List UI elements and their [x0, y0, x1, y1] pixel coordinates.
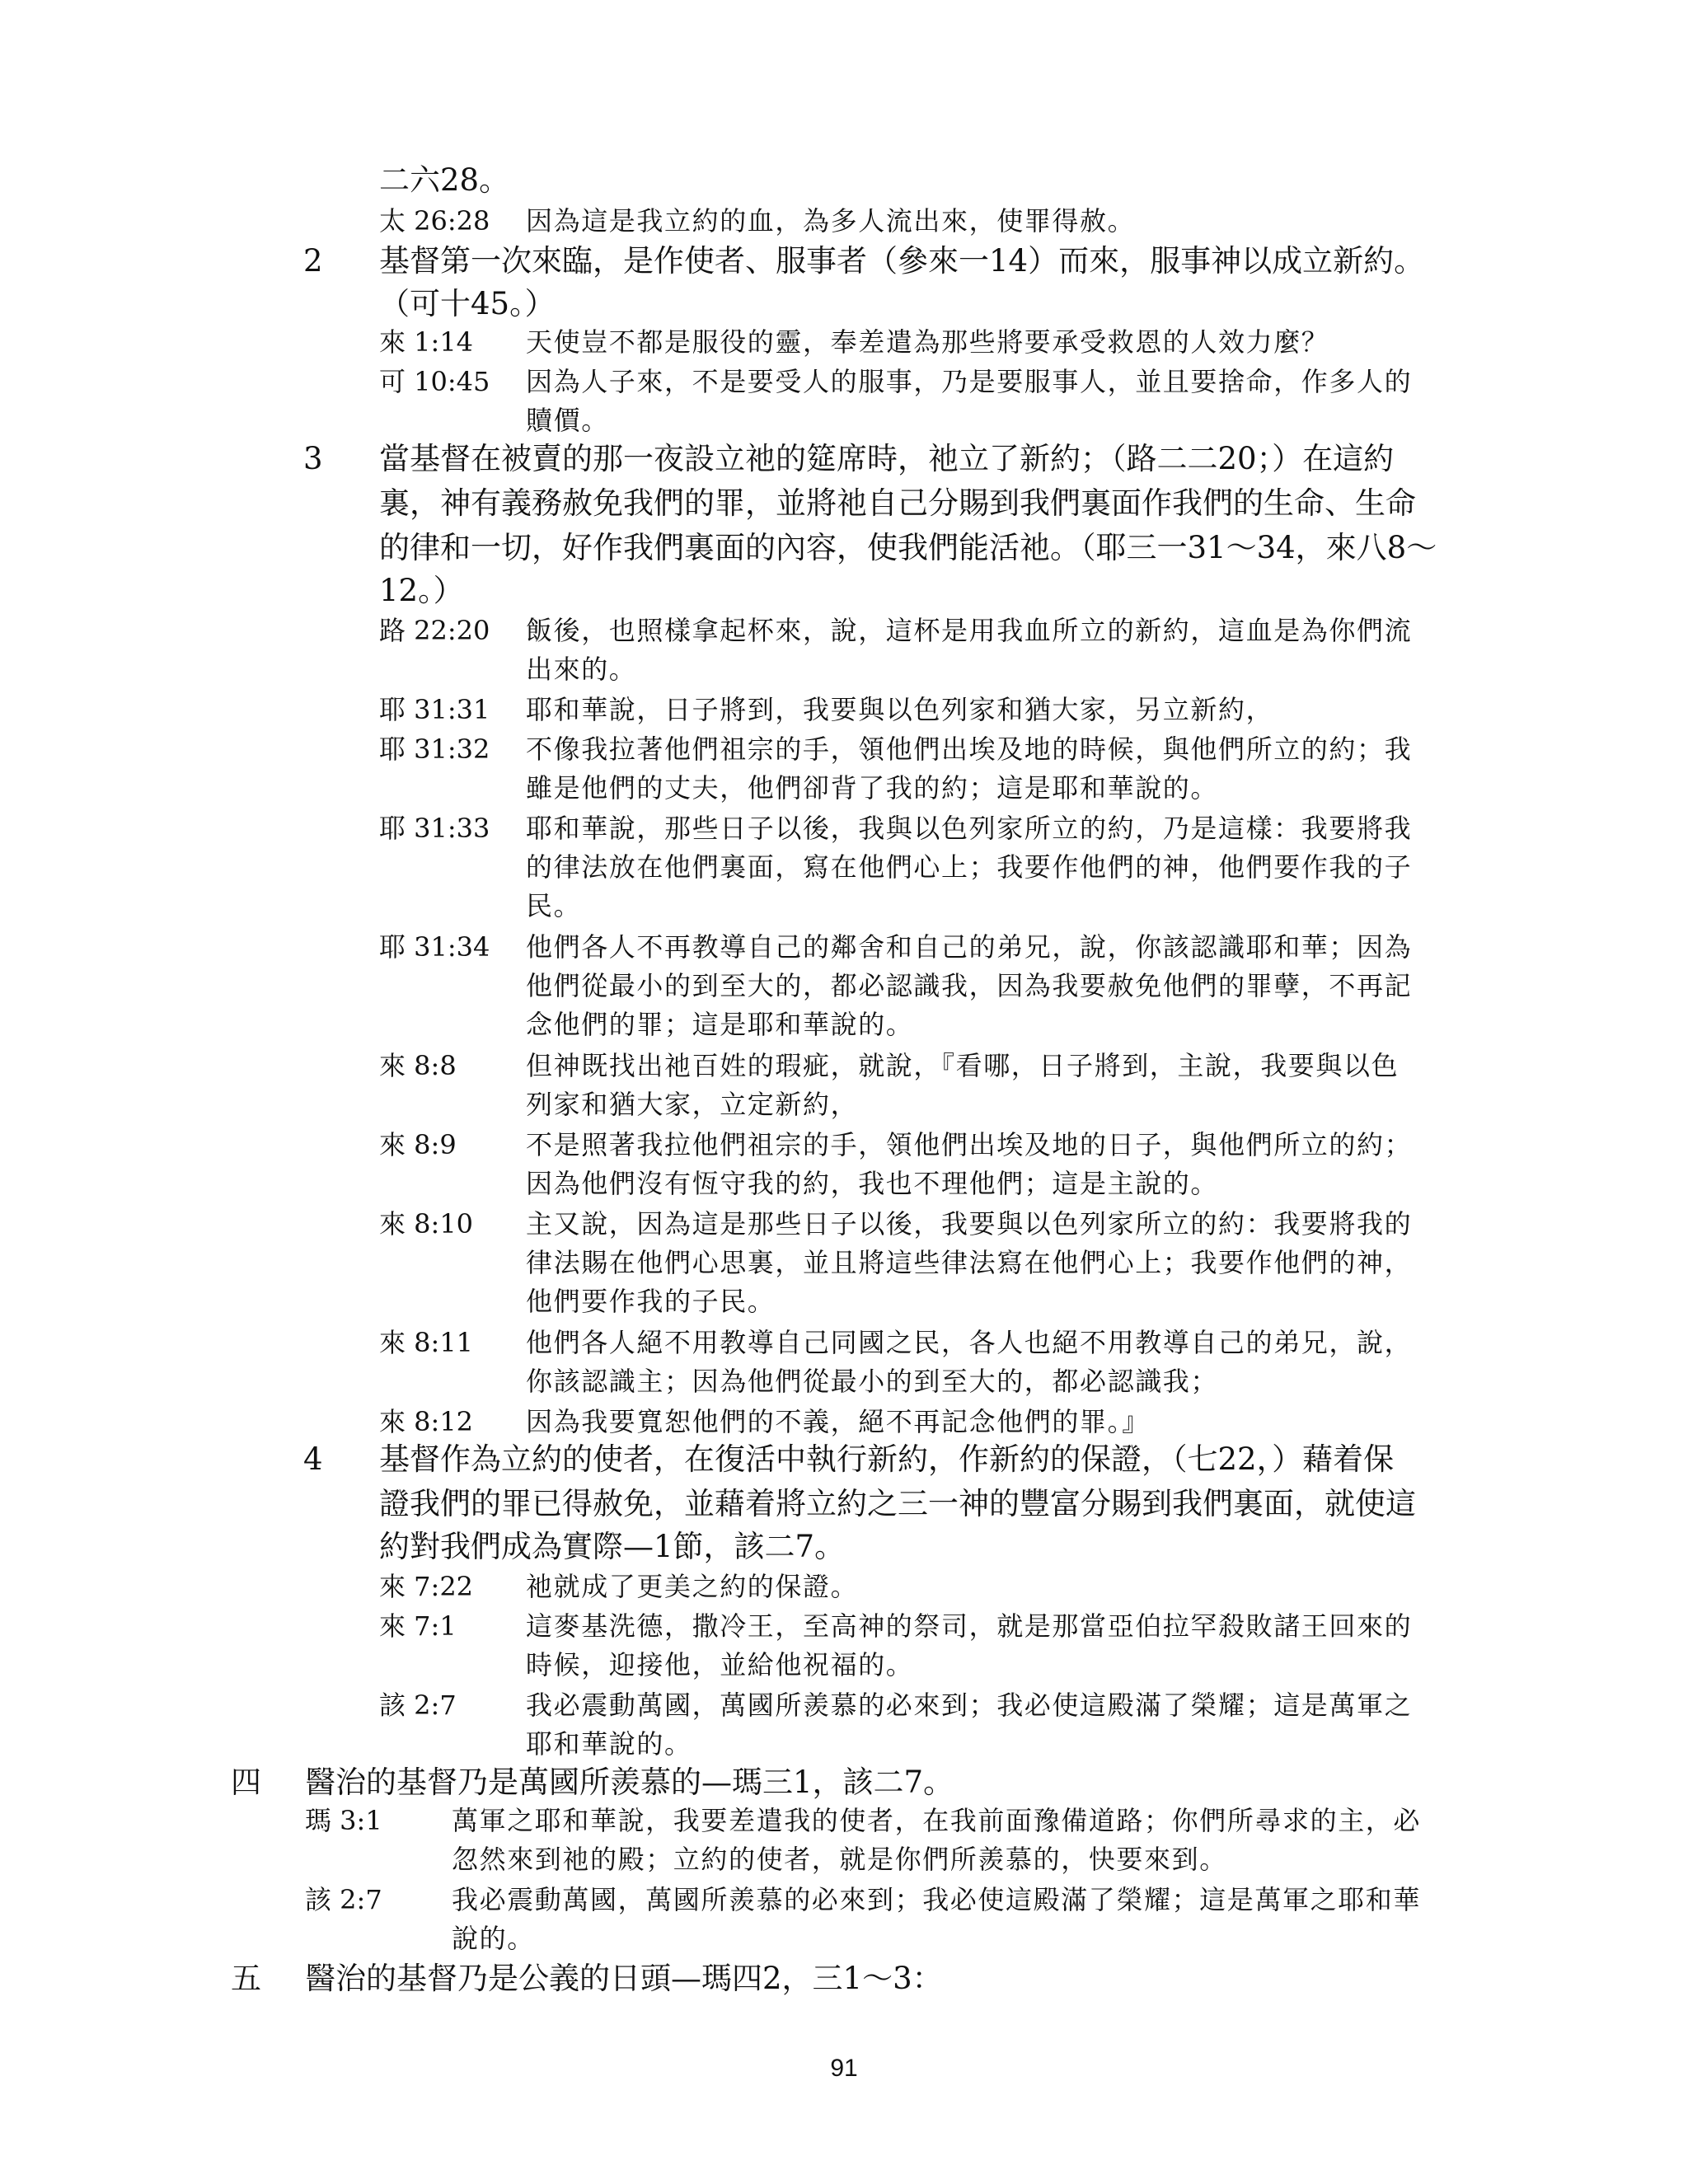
outline-point: （可十45。）	[379, 286, 556, 321]
verse-text: 不是照著我拉他們祖宗的手，領他們出埃及地的日子，與他們所立的約；	[526, 1129, 1413, 1160]
verse-text: 因為這是我立約的血，為多人流出來，使罪得赦。	[526, 205, 1136, 237]
verse-text: 民。	[526, 890, 582, 921]
verse-text: 出來的。	[526, 654, 637, 685]
verse-text: 主又說，因為這是那些日子以後，我要與以色列家所立的約：我要將我的	[526, 1208, 1413, 1240]
outline-point: 基督第一次來臨，是作使者、服事者（參來一14）而來，服事神以成立新約。	[379, 243, 1425, 279]
verse-ref: 耶 31:34	[379, 931, 490, 963]
verse-ref: 太 26:28	[379, 205, 490, 237]
page-number: 91	[830, 2055, 858, 2082]
verse-ref: 來 8:12	[379, 1406, 474, 1437]
outline-point: 基督作為立約的使者，在復活中執行新約，作新約的保證，（七22，）藉着保	[379, 1441, 1395, 1477]
verse-text: 他們從最小的到至大的，都必認識我，因為我要赦免他們的罪孽，不再記	[526, 970, 1413, 1001]
verse-ref: 來 1:14	[379, 326, 474, 358]
outline-point: 醫治的基督乃是公義的日頭—瑪四2，三1～3：	[305, 1961, 943, 1996]
verse-text: 天使豈不都是服役的靈，奉差遣為那些將要承受救恩的人效力麼？	[526, 326, 1329, 358]
verse-ref: 來 7:22	[379, 1571, 474, 1602]
verse-ref: 耶 31:32	[379, 733, 490, 765]
verse-text: 他們要作我的子民。	[526, 1286, 776, 1317]
verse-text: 雖是他們的丈夫，他們卻背了我的約；這是耶和華說的。	[526, 772, 1219, 804]
verse-text: 列家和猶大家，立定新約，	[526, 1089, 859, 1120]
outline-point: 約對我們成為實際—1節，該二7。	[379, 1529, 846, 1564]
verse-ref: 該 2:7	[305, 1884, 382, 1915]
verse-text: 的律法放在他們裏面，寫在他們心上；我要作他們的神，他們要作我的子	[526, 851, 1413, 883]
verse-text: 但神既找出祂百姓的瑕疵，就說，『看哪，日子將到，主說，我要與以色	[526, 1050, 1400, 1081]
verse-text: 因為我要寬恕他們的不義，絕不再記念他們的罪。』	[526, 1406, 1150, 1437]
verse-text: 耶和華說，那些日子以後，我與以色列家所立的約，乃是這樣：我要將我	[526, 813, 1413, 844]
verse-ref: 來 8:11	[379, 1327, 474, 1358]
outline-point: 證我們的罪已得赦免，並藉着將立約之三一神的豐富分賜到我們裏面，就使這	[379, 1486, 1416, 1521]
verse-text: 他們各人不再教導自己的鄰舍和自己的弟兄，說，你該認識耶和華；因為	[526, 931, 1413, 963]
verse-text: 這麥基洗德，撒冷王，至高神的祭司，就是那當亞伯拉罕殺敗諸王回來的	[526, 1610, 1413, 1642]
verse-text: 耶和華說的。	[526, 1728, 692, 1760]
verse-text: 祂就成了更美之約的保證。	[526, 1571, 859, 1602]
outline-point: 的律和一切，好作我們裏面的內容，使我們能活祂。（耶三一31～34，來八8～	[379, 530, 1437, 565]
verse-text: 贖價。	[526, 405, 609, 436]
verse-text: 他們各人絕不用教導自己同國之民，各人也絕不用教導自己的弟兄，說，	[526, 1327, 1413, 1358]
verse-ref: 耶 31:31	[379, 694, 490, 725]
outline-number: 五	[231, 1961, 261, 1996]
verse-text: 我必震動萬國，萬國所羨慕的必來到；我必使這殿滿了榮耀；這是萬軍之耶和華	[452, 1884, 1422, 1915]
verse-ref: 來 8:9	[379, 1129, 457, 1160]
verse-ref: 來 8:10	[379, 1208, 474, 1240]
verse-text: 我必震動萬國，萬國所羨慕的必來到；我必使這殿滿了榮耀；這是萬軍之	[526, 1690, 1413, 1721]
outline-continuation: 二六28。	[379, 162, 510, 198]
verse-ref: 路 22:20	[379, 615, 490, 646]
outline-point: 裏，神有義務赦免我們的罪，並將祂自己分賜到我們裏面作我們的生命、生命	[379, 485, 1416, 521]
verse-text: 念他們的罪；這是耶和華說的。	[526, 1009, 914, 1040]
outline-number: 四	[231, 1765, 261, 1800]
verse-ref: 該 2:7	[379, 1690, 457, 1721]
verse-ref: 耶 31:33	[379, 813, 490, 844]
verse-text: 忽然來到祂的殿；立約的使者，就是你們所羨慕的，快要來到。	[452, 1844, 1227, 1875]
verse-text: 耶和華說，日子將到，我要與以色列家和猶大家，另立新約，	[526, 694, 1274, 725]
outline-point: 12。）	[379, 573, 464, 608]
verse-text: 時候，迎接他，並給他祝福的。	[526, 1649, 914, 1680]
outline-number: 2	[303, 243, 323, 279]
verse-text: 萬軍之耶和華說，我要差遣我的使者，在我前面豫備道路；你們所尋求的主，必	[452, 1805, 1422, 1836]
outline-number: 3	[303, 441, 323, 476]
outline-number: 4	[303, 1441, 323, 1477]
verse-ref: 可 10:45	[379, 366, 490, 397]
verse-text: 你該認識主；因為他們從最小的到至大的，都必認識我；	[526, 1366, 1219, 1397]
outline-point: 醫治的基督乃是萬國所羨慕的—瑪三1，該二7。	[305, 1765, 954, 1800]
verse-text: 因為他們沒有恆守我的約，我也不理他們；這是主說的。	[526, 1168, 1219, 1199]
verse-ref: 瑪 3:1	[305, 1805, 382, 1836]
verse-ref: 來 8:8	[379, 1050, 457, 1081]
verse-text: 因為人子來，不是要受人的服事，乃是要服事人，並且要捨命，作多人的	[526, 366, 1413, 397]
verse-text: 說的。	[452, 1923, 535, 1954]
verse-text: 不像我拉著他們祖宗的手，領他們出埃及地的時候，與他們所立的約；我	[526, 733, 1413, 765]
verse-text: 飯後，也照樣拿起杯來，說，這杯是用我血所立的新約，這血是為你們流	[526, 615, 1413, 646]
verse-text: 律法賜在他們心思裏，並且將這些律法寫在他們心上；我要作他們的神，	[526, 1247, 1413, 1278]
verse-ref: 來 7:1	[379, 1610, 457, 1642]
outline-point: 當基督在被賣的那一夜設立祂的筵席時，祂立了新約；（路二二20；）在這約	[379, 441, 1395, 476]
